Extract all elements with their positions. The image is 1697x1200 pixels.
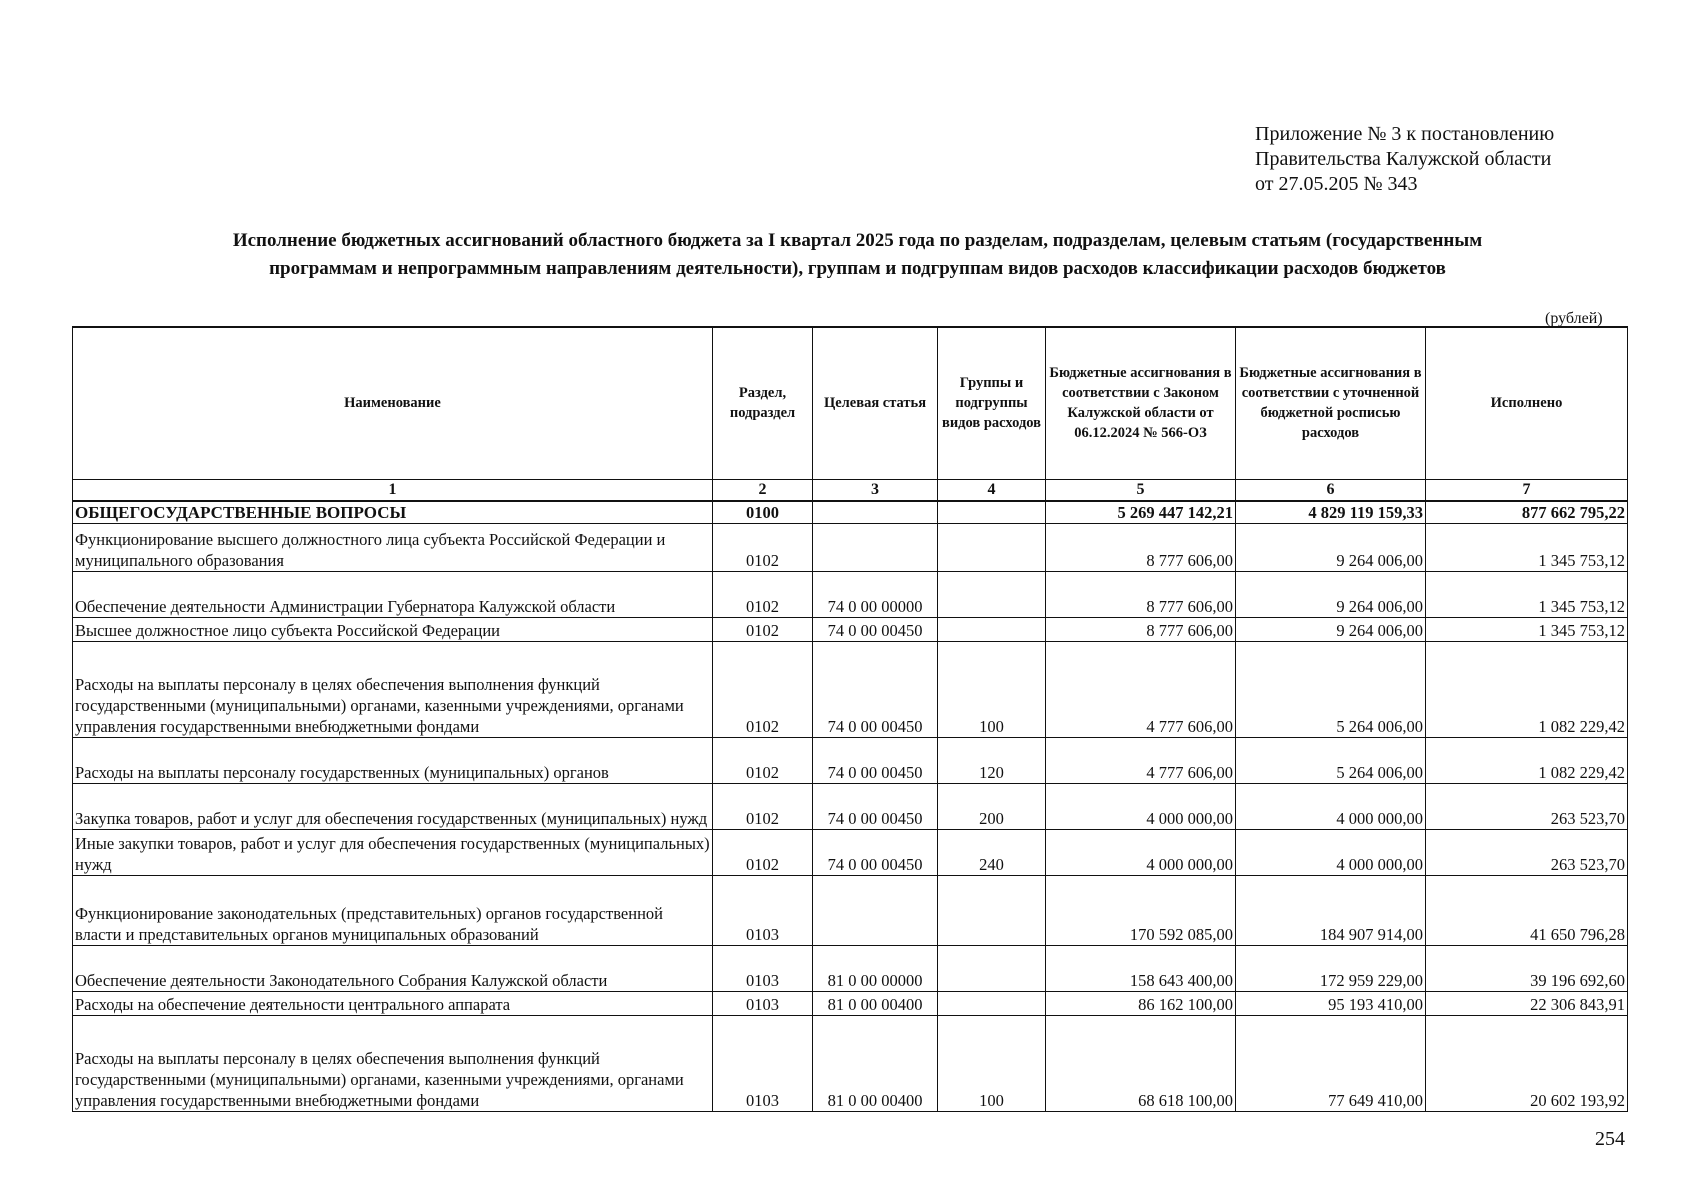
budget-table [72, 326, 1628, 1112]
row-law-amount: 8 777 606,00 [1046, 572, 1236, 618]
table-row [73, 784, 1628, 830]
row-executed-amount: 41 650 796,28 [1426, 876, 1628, 946]
page-number: 254 [1595, 1128, 1625, 1150]
row-refined-amount: 4 000 000,00 [1236, 830, 1426, 876]
row-law-amount: 170 592 085,00 [1046, 876, 1236, 946]
row-target: 74 0 00 00450 [813, 642, 938, 738]
row-refined-amount: 9 264 006,00 [1236, 524, 1426, 572]
row-group: 100 [938, 642, 1046, 738]
row-executed-amount: 22 306 843,91 [1426, 992, 1628, 1016]
row-group: 200 [938, 784, 1046, 830]
units-label: (рублей) [1545, 310, 1603, 327]
header-groups: Группы и подгруппы видов расходов [938, 327, 1046, 479]
table-row [73, 876, 1628, 946]
row-name: Функционирование законодательных (представительных) органов государственной власти и представительных органов муниципальных образований [73, 876, 713, 946]
row-name: Расходы на выплаты персоналу в целях обеспечения выполнения функций государственными (муниципальными) органами, казенными учреждениями, органами управления государственными внебюджетными фондами [73, 1016, 713, 1112]
row-refined-amount: 184 907 914,00 [1236, 876, 1426, 946]
header-section: Раздел, подраздел [713, 327, 813, 479]
row-target [813, 524, 938, 572]
row-refined-amount: 5 264 006,00 [1236, 738, 1426, 784]
row-target: 81 0 00 00400 [813, 992, 938, 1016]
row-law-amount: 68 618 100,00 [1046, 1016, 1236, 1112]
row-name: ОБЩЕГОСУДАРСТВЕННЫЕ ВОПРОСЫ [73, 501, 713, 524]
appendix-header [1255, 122, 1675, 197]
row-section: 0102 [713, 524, 813, 572]
row-name: Функционирование высшего должностного лица субъекта Российской Федерации и муниципального образования [73, 524, 713, 572]
col-number: 3 [813, 479, 938, 501]
row-target [813, 876, 938, 946]
row-target: 74 0 00 00450 [813, 618, 938, 642]
row-section: 0102 [713, 830, 813, 876]
table-row [73, 830, 1628, 876]
row-law-amount: 5 269 447 142,21 [1046, 501, 1236, 524]
row-name: Расходы на выплаты персоналу государственных (муниципальных) органов [73, 738, 713, 784]
table-row [73, 618, 1628, 642]
row-target: 81 0 00 00400 [813, 1016, 938, 1112]
row-name: Иные закупки товаров, работ и услуг для обеспечения государственных (муниципальных) нужд [73, 830, 713, 876]
row-executed-amount: 1 082 229,42 [1426, 738, 1628, 784]
row-section: 0102 [713, 738, 813, 784]
row-target: 74 0 00 00450 [813, 784, 938, 830]
table-row [73, 1016, 1628, 1112]
row-executed-amount: 263 523,70 [1426, 830, 1628, 876]
row-refined-amount: 9 264 006,00 [1236, 618, 1426, 642]
row-group: 120 [938, 738, 1046, 784]
table-row [73, 501, 1628, 524]
row-refined-amount: 4 000 000,00 [1236, 784, 1426, 830]
row-group: 100 [938, 1016, 1046, 1112]
row-target [813, 501, 938, 524]
row-executed-amount: 877 662 795,22 [1426, 501, 1628, 524]
row-refined-amount: 5 264 006,00 [1236, 642, 1426, 738]
row-refined-amount: 4 829 119 159,33 [1236, 501, 1426, 524]
row-name: Обеспечение деятельности Администрации Губернатора Калужской области [73, 572, 713, 618]
col-number: 1 [73, 479, 713, 501]
row-name: Расходы на выплаты персоналу в целях обеспечения выполнения функций государственными (муниципальными) органами, казенными учреждениями, органами управления государственными внебюджетными фондами [73, 642, 713, 738]
row-executed-amount: 263 523,70 [1426, 784, 1628, 830]
row-target: 74 0 00 00000 [813, 572, 938, 618]
row-section: 0103 [713, 1016, 813, 1112]
table-row [73, 992, 1628, 1016]
col-number: 4 [938, 479, 1046, 501]
column-numbers-row [73, 479, 1628, 501]
header-row [73, 327, 1628, 479]
row-refined-amount: 9 264 006,00 [1236, 572, 1426, 618]
row-section: 0102 [713, 784, 813, 830]
row-name: Высшее должностное лицо субъекта Российской Федерации [73, 618, 713, 642]
row-name: Расходы на обеспечение деятельности центрального аппарата [73, 992, 713, 1016]
row-section: 0102 [713, 642, 813, 738]
row-law-amount: 4 777 606,00 [1046, 738, 1236, 784]
col-number: 2 [713, 479, 813, 501]
row-law-amount: 8 777 606,00 [1046, 524, 1236, 572]
table-row [73, 572, 1628, 618]
title-line-2: программам и непрограммным направлениям деятельности), группам и подгруппам видов расходов классификации расходов бюджетов [269, 258, 1446, 279]
row-section: 0103 [713, 946, 813, 992]
col-number: 5 [1046, 479, 1236, 501]
row-group: 240 [938, 830, 1046, 876]
row-group [938, 501, 1046, 524]
row-refined-amount: 77 649 410,00 [1236, 1016, 1426, 1112]
row-executed-amount: 20 602 193,92 [1426, 1016, 1628, 1112]
row-refined-amount: 172 959 229,00 [1236, 946, 1426, 992]
title-line-1: Исполнение бюджетных ассигнований областного бюджета за I квартал 2025 года по разделам, подразделам, целевым статьям (государственным [232, 230, 1483, 251]
row-section: 0102 [713, 572, 813, 618]
row-target: 74 0 00 00450 [813, 738, 938, 784]
row-section: 0103 [713, 876, 813, 946]
row-executed-amount: 39 196 692,60 [1426, 946, 1628, 992]
row-target: 74 0 00 00450 [813, 830, 938, 876]
col-number: 6 [1236, 479, 1426, 501]
header-target: Целевая статья [813, 327, 938, 479]
row-law-amount: 4 777 606,00 [1046, 642, 1236, 738]
row-name: Закупка товаров, работ и услуг для обеспечения государственных (муниципальных) нужд [73, 784, 713, 830]
row-target: 81 0 00 00000 [813, 946, 938, 992]
row-section: 0102 [713, 618, 813, 642]
appendix-line-2: Правительства Калужской области [1255, 148, 1552, 170]
table-row [73, 642, 1628, 738]
appendix-line-3: от 27.05.205 № 343 [1255, 173, 1418, 195]
row-refined-amount: 95 193 410,00 [1236, 992, 1426, 1016]
row-section: 0103 [713, 992, 813, 1016]
col-number: 7 [1426, 479, 1628, 501]
header-executed: Исполнено [1426, 327, 1628, 479]
row-group [938, 946, 1046, 992]
row-group [938, 876, 1046, 946]
table-row [73, 738, 1628, 784]
header-name: Наименование [73, 327, 713, 479]
document-title [100, 227, 1615, 283]
row-group [938, 992, 1046, 1016]
row-law-amount: 158 643 400,00 [1046, 946, 1236, 992]
row-executed-amount: 1 345 753,12 [1426, 524, 1628, 572]
table-row [73, 524, 1628, 572]
row-law-amount: 86 162 100,00 [1046, 992, 1236, 1016]
budget-table-body [73, 501, 1628, 1112]
header-law: Бюджетные ассигнования в соответствии с Законом Калужской области от 06.12.2024 № 566-ОЗ [1046, 327, 1236, 479]
row-group [938, 618, 1046, 642]
row-group [938, 524, 1046, 572]
table-row [73, 946, 1628, 992]
row-executed-amount: 1 345 753,12 [1426, 618, 1628, 642]
header-refined: Бюджетные ассигнования в соответствии с уточненной бюджетной росписью расходов [1236, 327, 1426, 479]
row-name: Обеспечение деятельности Законодательного Собрания Калужской области [73, 946, 713, 992]
row-section: 0100 [713, 501, 813, 524]
row-group [938, 572, 1046, 618]
row-executed-amount: 1 345 753,12 [1426, 572, 1628, 618]
appendix-line-1: Приложение № 3 к постановлению [1255, 123, 1555, 145]
row-law-amount: 4 000 000,00 [1046, 784, 1236, 830]
row-law-amount: 8 777 606,00 [1046, 618, 1236, 642]
row-law-amount: 4 000 000,00 [1046, 830, 1236, 876]
row-executed-amount: 1 082 229,42 [1426, 642, 1628, 738]
